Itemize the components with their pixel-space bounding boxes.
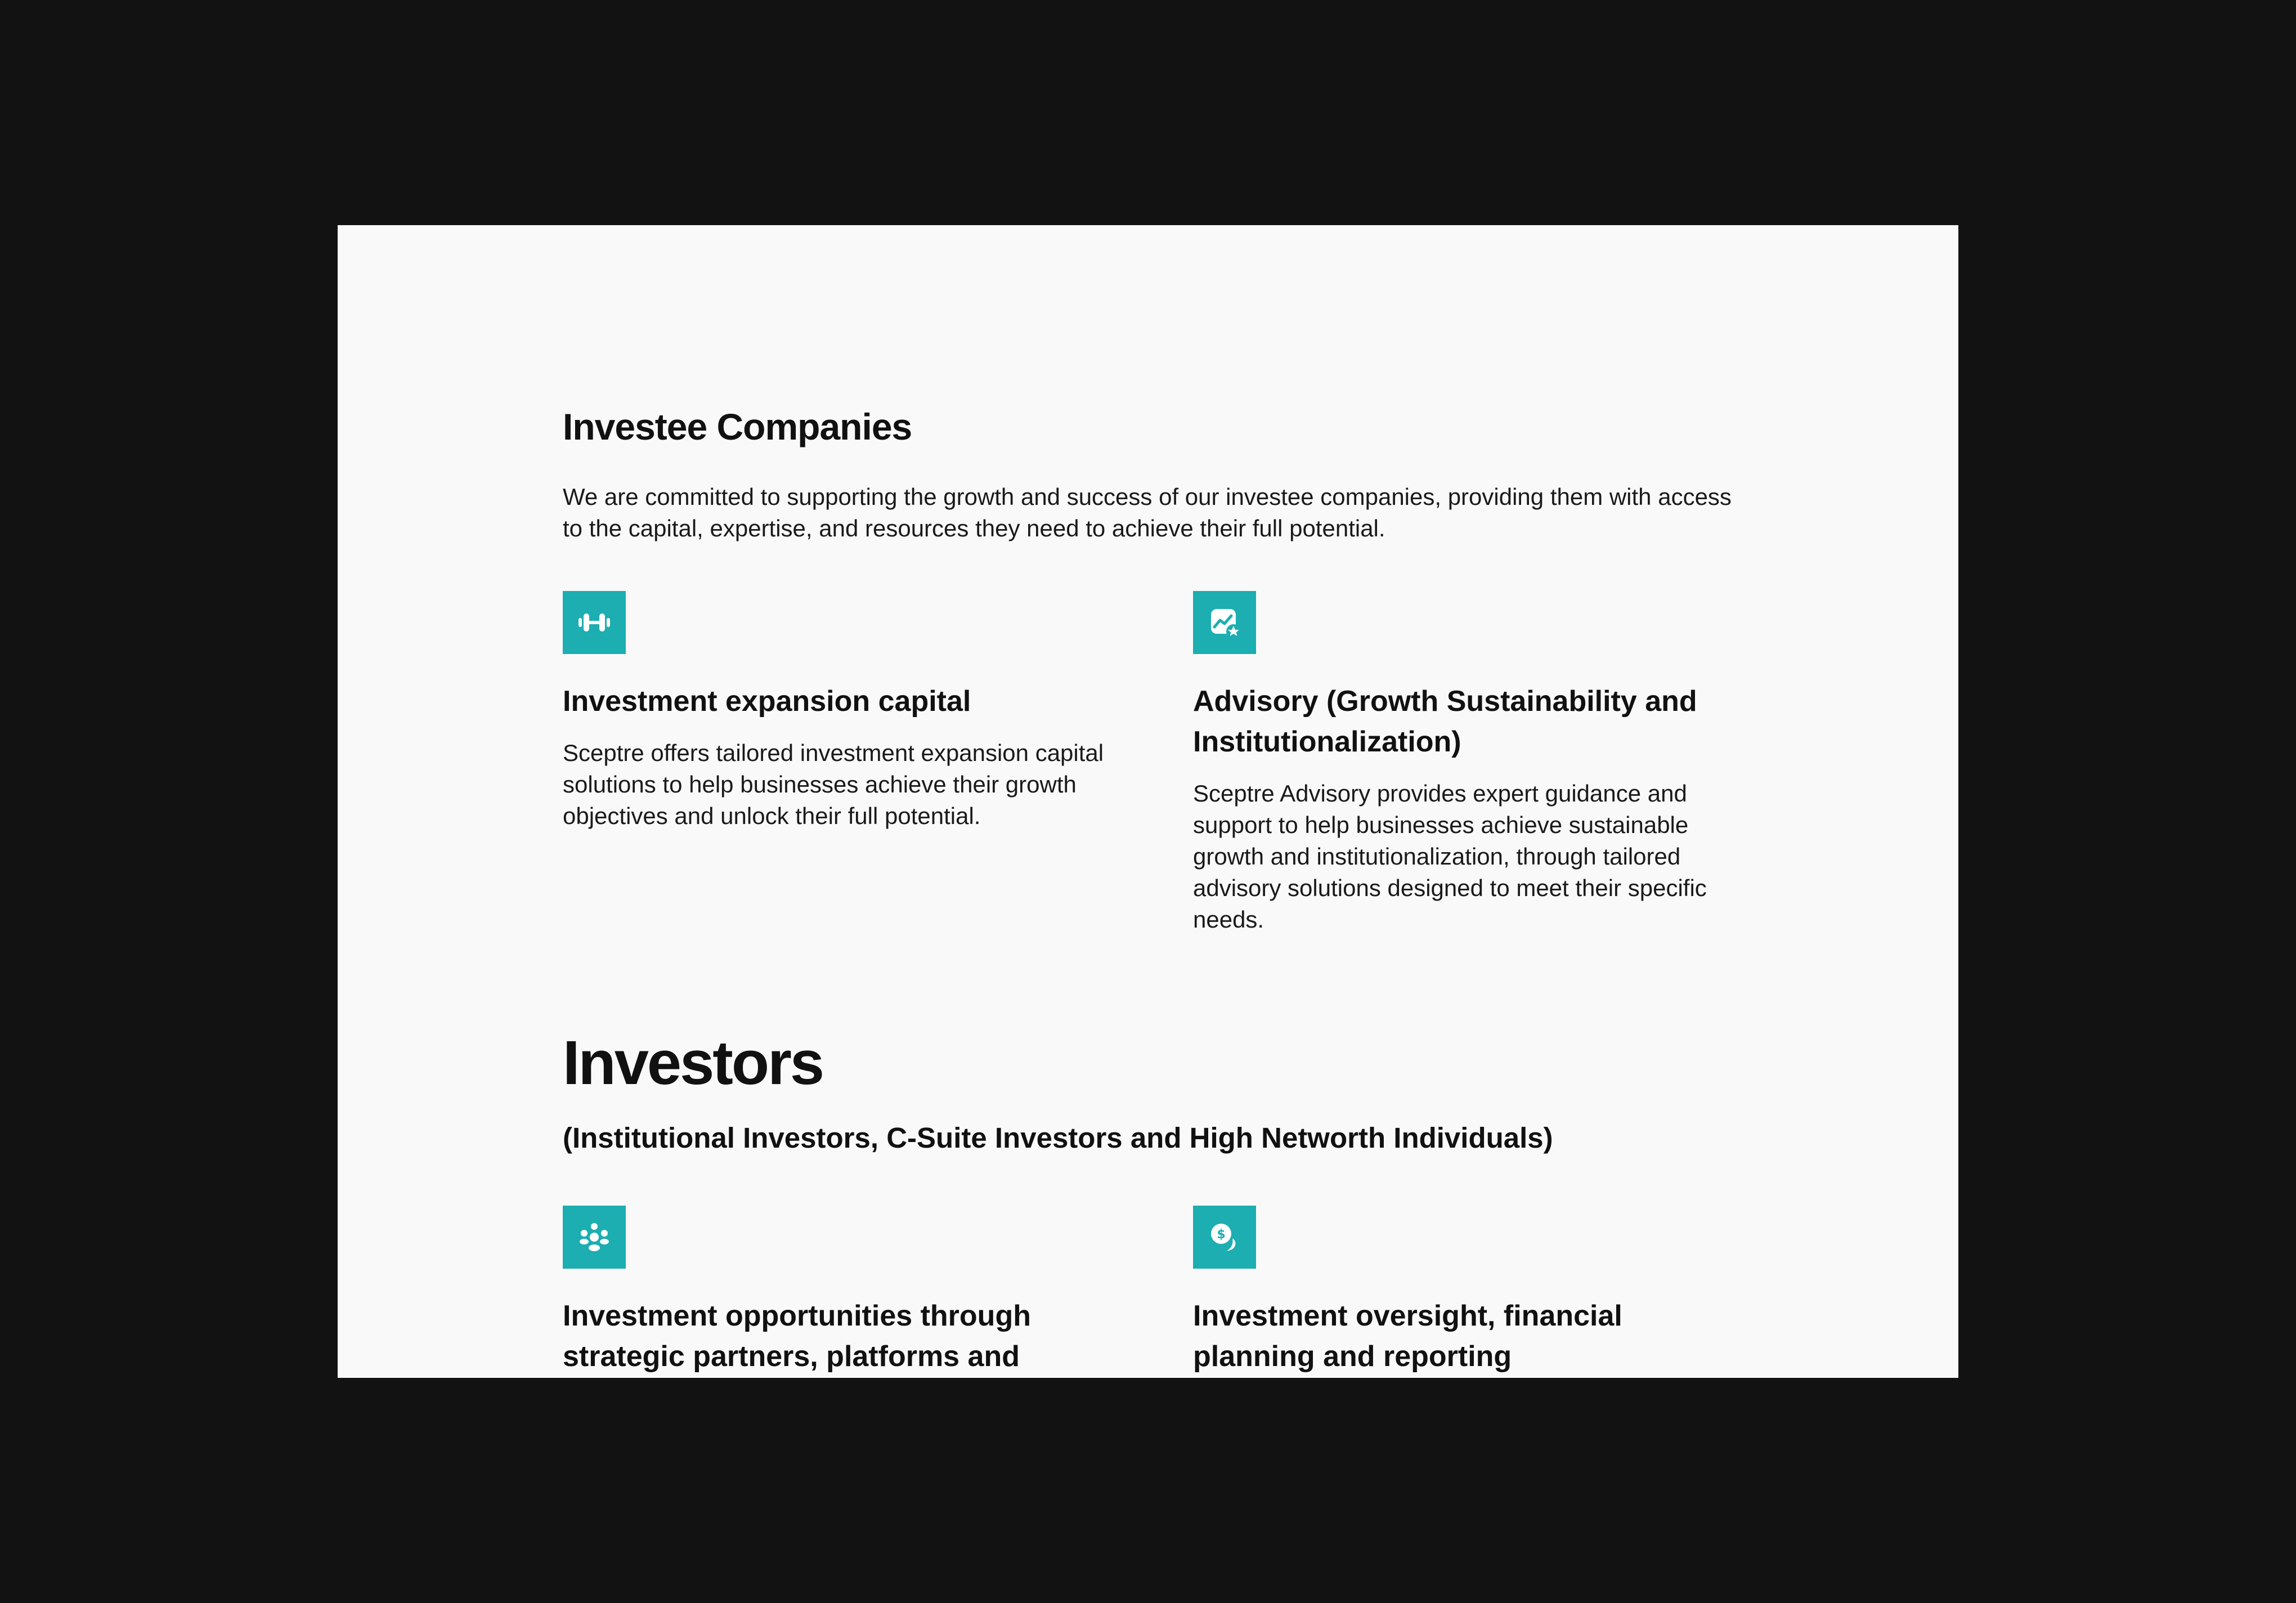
growth-chart-star-icon: [1193, 591, 1256, 654]
investors-subtitle: (Institutional Investors, C-Suite Investors and High Networth Individuals): [563, 1122, 1553, 1154]
money-coins-icon: [1193, 1206, 1256, 1269]
dumbbell-icon: [563, 591, 626, 654]
investors-title: Investors: [563, 1028, 823, 1098]
card-title: Investment oversight, financial planning and reporting: [1193, 1300, 1622, 1373]
card-title: Advisory (Growth Sustainability and Institutionalization): [1193, 685, 1697, 758]
card-text: Sceptre Advisory provides expert guidance and support to help businesses achieve sustainable growth and institutionalization, through tailored advisory solutions designed to meet their specific needs.: [1193, 780, 1707, 933]
investee-companies-title: Investee Companies: [563, 406, 912, 447]
people-group-icon: [563, 1206, 626, 1269]
page-frame: [338, 225, 1958, 1378]
investors-card-opportunities: [563, 1206, 1114, 1377]
investee-companies-lead: We are committed to supporting the growth and success of our investee companies, providing them with access to the capital, expertise, and resources they need to achieve their full potential.: [563, 483, 1732, 541]
investee-card-advisory: [1193, 591, 1745, 935]
card-text: Sceptre offers tailored investment expansion capital solutions to help businesses achieve their growth objectives and unlock their full potential.: [563, 740, 1104, 829]
card-title: Investment expansion capital: [563, 685, 971, 718]
investors-card-oversight: [1193, 1206, 1745, 1377]
svg-text:$: $: [1217, 1228, 1226, 1242]
investee-card-expansion-capital: [563, 591, 1114, 832]
card-title: Investment opportunities through strategic partners, platforms and: [563, 1300, 1031, 1373]
